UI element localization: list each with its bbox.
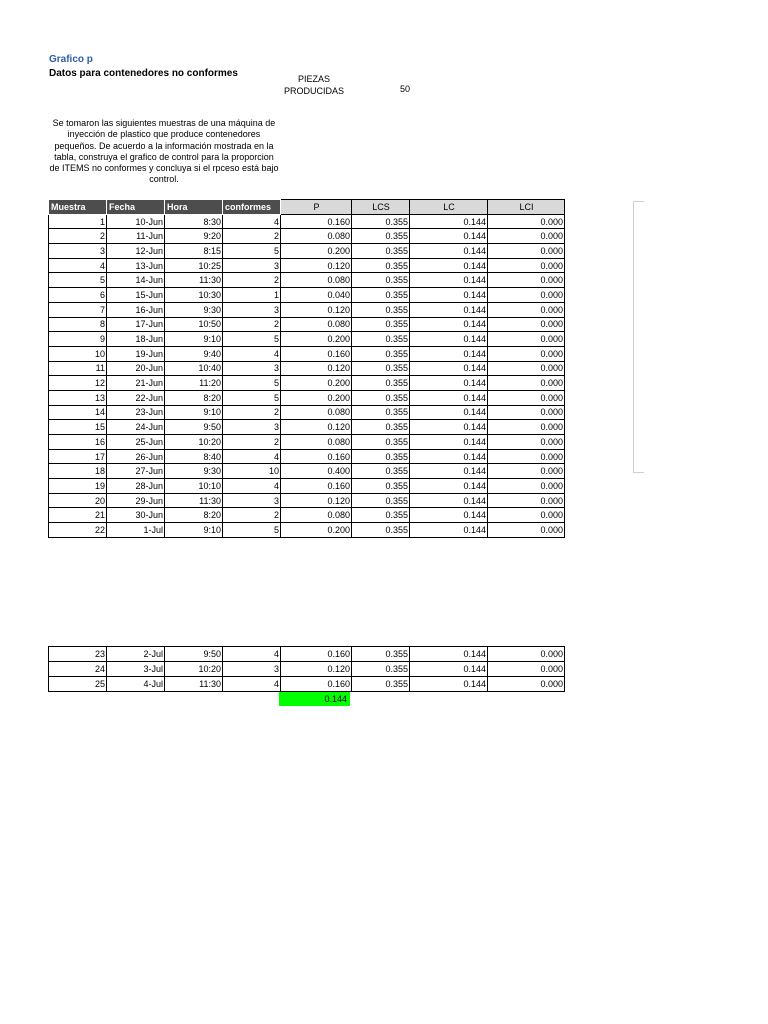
cell-lc[interactable]: 0.144: [410, 346, 488, 361]
cell-lci[interactable]: 0.000: [488, 647, 565, 662]
cell-lc[interactable]: 0.144: [410, 376, 488, 391]
cell-fecha[interactable]: 26-Jun: [107, 449, 165, 464]
p-average-cell[interactable]: 0.144: [279, 692, 350, 706]
cell-muestra[interactable]: 17: [49, 449, 107, 464]
cell-muestra[interactable]: 2: [49, 229, 107, 244]
cell-fecha[interactable]: 12-Jun: [107, 244, 165, 259]
cell-lcs[interactable]: 0.355: [352, 317, 410, 332]
cell-p[interactable]: 0.120: [281, 662, 352, 677]
cell-lci[interactable]: 0.000: [488, 258, 565, 273]
cell-hora[interactable]: 10:20: [165, 435, 223, 450]
piezas-value[interactable]: 50: [399, 84, 410, 94]
cell-fecha[interactable]: 23-Jun: [107, 405, 165, 420]
cell-lci[interactable]: 0.000: [488, 229, 565, 244]
cell-lci[interactable]: 0.000: [488, 390, 565, 405]
cell-conformes[interactable]: 3: [223, 420, 281, 435]
cell-lcs[interactable]: 0.355: [352, 244, 410, 259]
table-row: [49, 435, 565, 450]
cell-p[interactable]: 0.160: [281, 647, 352, 662]
cell-lci[interactable]: 0.000: [488, 464, 565, 479]
table-row: [49, 258, 565, 273]
sheet-title: Grafico p: [49, 54, 93, 65]
cell-muestra[interactable]: 14: [49, 405, 107, 420]
table-row: [49, 244, 565, 259]
cell-hora[interactable]: 8:30: [165, 214, 223, 229]
cell-conformes[interactable]: 2: [223, 508, 281, 523]
cell-lc[interactable]: 0.144: [410, 662, 488, 677]
cell-lcs[interactable]: 0.355: [352, 288, 410, 303]
cell-conformes[interactable]: 4: [223, 677, 281, 692]
table-row: [49, 361, 565, 376]
cell-lcs[interactable]: 0.355: [352, 420, 410, 435]
cell-lc[interactable]: 0.144: [410, 258, 488, 273]
cell-lc[interactable]: 0.144: [410, 302, 488, 317]
cell-p[interactable]: 0.160: [281, 449, 352, 464]
cell-lc[interactable]: 0.144: [410, 229, 488, 244]
cell-lcs[interactable]: 0.355: [352, 435, 410, 450]
sheet-subtitle: Datos para contenedores no conformes: [49, 68, 238, 79]
cell-lcs[interactable]: 0.355: [352, 449, 410, 464]
cell-lcs[interactable]: 0.355: [352, 390, 410, 405]
cell-lci[interactable]: 0.000: [488, 302, 565, 317]
table-header-row: [49, 200, 565, 215]
cell-lci[interactable]: 0.000: [488, 317, 565, 332]
cell-fecha[interactable]: 27-Jun: [107, 464, 165, 479]
cell-muestra[interactable]: 6: [49, 288, 107, 303]
cell-p[interactable]: 0.120: [281, 420, 352, 435]
cell-fecha[interactable]: 30-Jun: [107, 508, 165, 523]
table-row: [49, 390, 565, 405]
cell-hora[interactable]: 9:20: [165, 229, 223, 244]
header-lcs[interactable]: LCS: [352, 200, 410, 215]
table-row: [49, 647, 565, 662]
cell-conformes[interactable]: 3: [223, 302, 281, 317]
cell-conformes[interactable]: 2: [223, 317, 281, 332]
cell-lc[interactable]: 0.144: [410, 317, 488, 332]
cell-hora[interactable]: 9:10: [165, 405, 223, 420]
cell-conformes[interactable]: 2: [223, 273, 281, 288]
cell-muestra[interactable]: 18: [49, 464, 107, 479]
cell-lc[interactable]: 0.144: [410, 405, 488, 420]
cell-lcs[interactable]: 0.355: [352, 376, 410, 391]
cell-lc[interactable]: 0.144: [410, 647, 488, 662]
table-row: [49, 493, 565, 508]
cell-muestra[interactable]: 22: [49, 523, 107, 538]
cell-p[interactable]: 0.160: [281, 479, 352, 494]
header-hora[interactable]: Hora: [165, 200, 223, 215]
cell-fecha[interactable]: 20-Jun: [107, 361, 165, 376]
cell-lci[interactable]: 0.000: [488, 346, 565, 361]
cell-conformes[interactable]: 4: [223, 214, 281, 229]
table-row: [49, 229, 565, 244]
cell-fecha[interactable]: 13-Jun: [107, 258, 165, 273]
cell-conformes[interactable]: 5: [223, 332, 281, 347]
cell-conformes[interactable]: 2: [223, 229, 281, 244]
cell-lci[interactable]: 0.000: [488, 376, 565, 391]
cell-muestra[interactable]: 3: [49, 244, 107, 259]
cell-lcs[interactable]: 0.355: [352, 405, 410, 420]
cell-lci[interactable]: 0.000: [488, 508, 565, 523]
cell-conformes[interactable]: 5: [223, 390, 281, 405]
cell-lci[interactable]: 0.000: [488, 214, 565, 229]
cell-lc[interactable]: 0.144: [410, 677, 488, 692]
table-row: [49, 317, 565, 332]
cell-lc[interactable]: 0.144: [410, 435, 488, 450]
cell-hora[interactable]: 9:10: [165, 332, 223, 347]
cell-hora[interactable]: 10:20: [165, 662, 223, 677]
cell-lcs[interactable]: 0.355: [352, 229, 410, 244]
header-lci[interactable]: LCI: [488, 200, 565, 215]
table-row: [49, 464, 565, 479]
cell-hora[interactable]: 11:30: [165, 677, 223, 692]
cell-lci[interactable]: 0.000: [488, 677, 565, 692]
cell-lc[interactable]: 0.144: [410, 361, 488, 376]
cell-conformes[interactable]: 4: [223, 479, 281, 494]
cell-lcs[interactable]: 0.355: [352, 332, 410, 347]
cell-muestra[interactable]: 25: [49, 677, 107, 692]
cell-hora[interactable]: 9:40: [165, 346, 223, 361]
cell-p[interactable]: 0.160: [281, 214, 352, 229]
cell-p[interactable]: 0.080: [281, 405, 352, 420]
cell-muestra[interactable]: 15: [49, 420, 107, 435]
cell-p[interactable]: 0.080: [281, 508, 352, 523]
cell-conformes[interactable]: 3: [223, 258, 281, 273]
cell-muestra[interactable]: 12: [49, 376, 107, 391]
cell-fecha[interactable]: 21-Jun: [107, 376, 165, 391]
cell-fecha[interactable]: 3-Jul: [107, 662, 165, 677]
cell-muestra[interactable]: 5: [49, 273, 107, 288]
cell-p[interactable]: 0.400: [281, 464, 352, 479]
cell-lci[interactable]: 0.000: [488, 479, 565, 494]
problem-description: Se tomaron las siguientes muestras de una máquina de inyección de plastico que produce contenedores pequeños. De acuerdo a la información mostrada en la tabla, construya el grafico de control para la proporcion de ITEMS no conformes y concluya si el rpceso está bajo control.: [49, 118, 279, 185]
cell-conformes[interactable]: 3: [223, 662, 281, 677]
cell-lcs[interactable]: 0.355: [352, 361, 410, 376]
cell-muestra[interactable]: 23: [49, 647, 107, 662]
header-muestra[interactable]: Muestra: [49, 200, 107, 215]
cell-conformes[interactable]: 2: [223, 435, 281, 450]
table-row: [49, 332, 565, 347]
cell-muestra[interactable]: 24: [49, 662, 107, 677]
cell-p[interactable]: 0.120: [281, 493, 352, 508]
cell-fecha[interactable]: 24-Jun: [107, 420, 165, 435]
cell-hora[interactable]: 10:40: [165, 361, 223, 376]
cell-lc[interactable]: 0.144: [410, 493, 488, 508]
cell-p[interactable]: 0.200: [281, 390, 352, 405]
cell-lcs[interactable]: 0.355: [352, 662, 410, 677]
cell-lc[interactable]: 0.144: [410, 244, 488, 259]
cell-fecha[interactable]: 11-Jun: [107, 229, 165, 244]
chart-placeholder-frame[interactable]: [633, 201, 644, 473]
cell-hora[interactable]: 10:10: [165, 479, 223, 494]
cell-fecha[interactable]: 17-Jun: [107, 317, 165, 332]
cell-p[interactable]: 0.160: [281, 677, 352, 692]
cell-p[interactable]: 0.200: [281, 332, 352, 347]
cell-fecha[interactable]: 14-Jun: [107, 273, 165, 288]
cell-hora[interactable]: 11:30: [165, 273, 223, 288]
cell-muestra[interactable]: 13: [49, 390, 107, 405]
cell-lcs[interactable]: 0.355: [352, 302, 410, 317]
cell-muestra[interactable]: 19: [49, 479, 107, 494]
cell-fecha[interactable]: 16-Jun: [107, 302, 165, 317]
table-row: [49, 346, 565, 361]
cell-lc[interactable]: 0.144: [410, 420, 488, 435]
cell-fecha[interactable]: 25-Jun: [107, 435, 165, 450]
cell-lci[interactable]: 0.000: [488, 405, 565, 420]
cell-fecha[interactable]: 22-Jun: [107, 390, 165, 405]
extra-data-table: [48, 646, 565, 692]
cell-lci[interactable]: 0.000: [488, 361, 565, 376]
cell-lcs[interactable]: 0.355: [352, 273, 410, 288]
cell-lci[interactable]: 0.000: [488, 449, 565, 464]
cell-lci[interactable]: 0.000: [488, 493, 565, 508]
cell-fecha[interactable]: 19-Jun: [107, 346, 165, 361]
cell-hora[interactable]: 10:25: [165, 258, 223, 273]
cell-p[interactable]: 0.080: [281, 317, 352, 332]
cell-conformes[interactable]: 10: [223, 464, 281, 479]
cell-lc[interactable]: 0.144: [410, 288, 488, 303]
cell-conformes[interactable]: 5: [223, 376, 281, 391]
header-conformes[interactable]: conformes: [223, 200, 281, 215]
cell-lcs[interactable]: 0.355: [352, 647, 410, 662]
cell-lci[interactable]: 0.000: [488, 523, 565, 538]
cell-hora[interactable]: 9:50: [165, 647, 223, 662]
table-row: [49, 523, 565, 538]
cell-lc[interactable]: 0.144: [410, 523, 488, 538]
cell-lcs[interactable]: 0.355: [352, 346, 410, 361]
cell-muestra[interactable]: 16: [49, 435, 107, 450]
cell-fecha[interactable]: 29-Jun: [107, 493, 165, 508]
cell-muestra[interactable]: 9: [49, 332, 107, 347]
table-row: [49, 479, 565, 494]
cell-p[interactable]: 0.120: [281, 361, 352, 376]
cell-p[interactable]: 0.120: [281, 258, 352, 273]
cell-hora[interactable]: 10:50: [165, 317, 223, 332]
cell-lci[interactable]: 0.000: [488, 420, 565, 435]
cell-conformes[interactable]: 2: [223, 405, 281, 420]
cell-lci[interactable]: 0.000: [488, 288, 565, 303]
cell-lci[interactable]: 0.000: [488, 435, 565, 450]
cell-lcs[interactable]: 0.355: [352, 258, 410, 273]
table-row: [49, 405, 565, 420]
cell-p[interactable]: 0.200: [281, 523, 352, 538]
cell-hora[interactable]: 8:40: [165, 449, 223, 464]
table-row: [49, 376, 565, 391]
cell-p[interactable]: 0.200: [281, 244, 352, 259]
table-row: [49, 214, 565, 229]
cell-lc[interactable]: 0.144: [410, 390, 488, 405]
cell-hora[interactable]: 10:30: [165, 288, 223, 303]
cell-muestra[interactable]: 8: [49, 317, 107, 332]
cell-fecha[interactable]: 2-Jul: [107, 647, 165, 662]
header-fecha[interactable]: Fecha: [107, 200, 165, 215]
cell-lc[interactable]: 0.144: [410, 214, 488, 229]
table-row: [49, 273, 565, 288]
cell-p[interactable]: 0.040: [281, 288, 352, 303]
cell-p[interactable]: 0.080: [281, 435, 352, 450]
cell-conformes[interactable]: 4: [223, 647, 281, 662]
cell-hora[interactable]: 9:50: [165, 420, 223, 435]
data-table: [48, 199, 565, 538]
cell-lci[interactable]: 0.000: [488, 273, 565, 288]
cell-hora[interactable]: 8:20: [165, 508, 223, 523]
cell-hora[interactable]: 11:20: [165, 376, 223, 391]
cell-conformes[interactable]: 4: [223, 449, 281, 464]
table-row: [49, 420, 565, 435]
cell-lci[interactable]: 0.000: [488, 662, 565, 677]
cell-hora[interactable]: 9:30: [165, 464, 223, 479]
cell-fecha[interactable]: 28-Jun: [107, 479, 165, 494]
cell-muestra[interactable]: 11: [49, 361, 107, 376]
table-row: [49, 662, 565, 677]
cell-muestra[interactable]: 21: [49, 508, 107, 523]
table-row: [49, 302, 565, 317]
cell-lcs[interactable]: 0.355: [352, 508, 410, 523]
cell-p[interactable]: 0.160: [281, 346, 352, 361]
cell-fecha[interactable]: 1-Jul: [107, 523, 165, 538]
cell-conformes[interactable]: 1: [223, 288, 281, 303]
cell-muestra[interactable]: 1: [49, 214, 107, 229]
piezas-label: PIEZAS PRODUCIDAS: [283, 74, 344, 96]
cell-lcs[interactable]: 0.355: [352, 493, 410, 508]
table-row: [49, 288, 565, 303]
cell-muestra[interactable]: 10: [49, 346, 107, 361]
cell-conformes[interactable]: 3: [223, 361, 281, 376]
header-lc[interactable]: LC: [410, 200, 488, 215]
cell-muestra[interactable]: 7: [49, 302, 107, 317]
cell-hora[interactable]: 8:20: [165, 390, 223, 405]
cell-lc[interactable]: 0.144: [410, 508, 488, 523]
cell-hora[interactable]: 9:10: [165, 523, 223, 538]
cell-conformes[interactable]: 4: [223, 346, 281, 361]
cell-p[interactable]: 0.080: [281, 229, 352, 244]
cell-lci[interactable]: 0.000: [488, 244, 565, 259]
cell-p[interactable]: 0.120: [281, 302, 352, 317]
cell-lc[interactable]: 0.144: [410, 479, 488, 494]
cell-hora[interactable]: 11:30: [165, 493, 223, 508]
cell-lci[interactable]: 0.000: [488, 332, 565, 347]
table-row: [49, 677, 565, 692]
cell-lcs[interactable]: 0.355: [352, 479, 410, 494]
cell-conformes[interactable]: 5: [223, 523, 281, 538]
cell-muestra[interactable]: 20: [49, 493, 107, 508]
cell-lcs[interactable]: 0.355: [352, 523, 410, 538]
cell-lcs[interactable]: 0.355: [352, 214, 410, 229]
cell-p[interactable]: 0.080: [281, 273, 352, 288]
cell-fecha[interactable]: 15-Jun: [107, 288, 165, 303]
cell-p[interactable]: 0.200: [281, 376, 352, 391]
cell-fecha[interactable]: 10-Jun: [107, 214, 165, 229]
cell-muestra[interactable]: 4: [49, 258, 107, 273]
cell-lc[interactable]: 0.144: [410, 449, 488, 464]
cell-fecha[interactable]: 4-Jul: [107, 677, 165, 692]
table-row: [49, 449, 565, 464]
cell-fecha[interactable]: 18-Jun: [107, 332, 165, 347]
cell-hora[interactable]: 8:15: [165, 244, 223, 259]
cell-conformes[interactable]: 5: [223, 244, 281, 259]
cell-lc[interactable]: 0.144: [410, 273, 488, 288]
cell-lcs[interactable]: 0.355: [352, 677, 410, 692]
cell-hora[interactable]: 9:30: [165, 302, 223, 317]
cell-conformes[interactable]: 3: [223, 493, 281, 508]
table-row: [49, 508, 565, 523]
cell-lcs[interactable]: 0.355: [352, 464, 410, 479]
header-p[interactable]: P: [281, 200, 352, 215]
cell-lc[interactable]: 0.144: [410, 464, 488, 479]
cell-lc[interactable]: 0.144: [410, 332, 488, 347]
